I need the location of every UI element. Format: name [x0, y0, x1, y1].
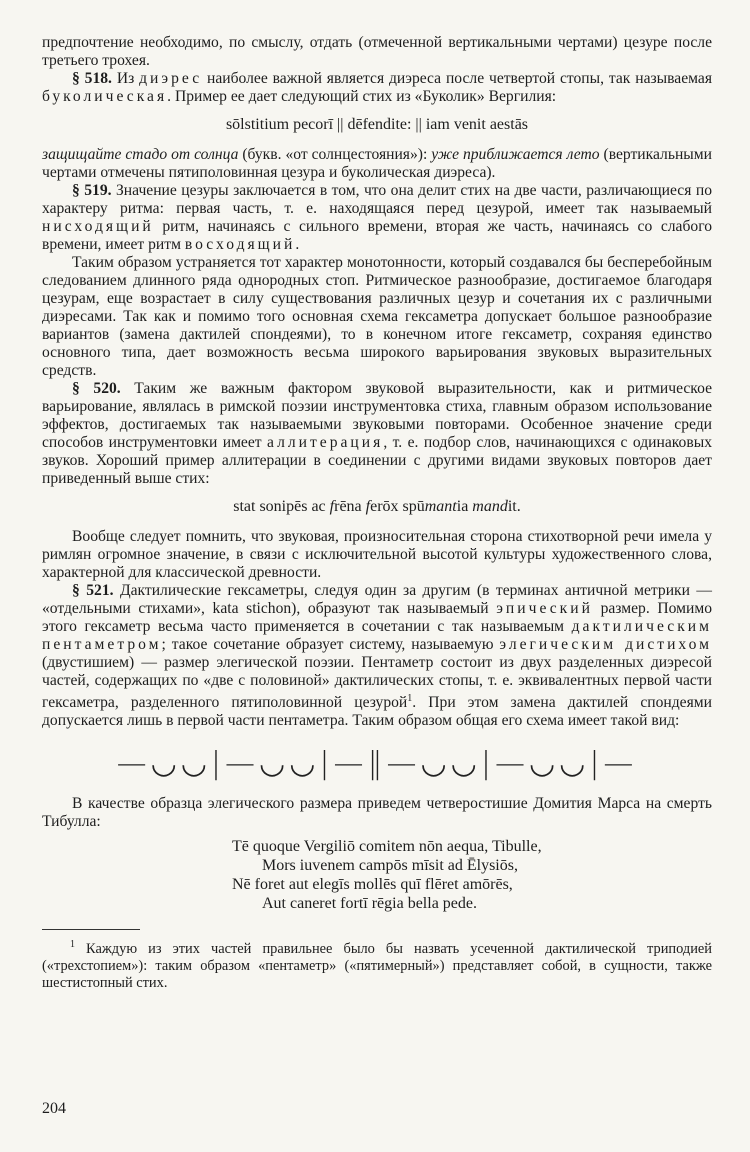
latin-verse-2 [42, 498, 712, 516]
translation-paragraph [42, 146, 712, 182]
italic-letter: f [329, 498, 335, 515]
text: Значение цезуры заключается в том, что она делит стих на две части, различающиеся по характеру ритма: первая часть, т. е. находящаяся перед цезурой, имеет так называемый [42, 182, 712, 217]
text: rēna [334, 498, 366, 515]
footnote-ref[interactable]: 1 [407, 693, 413, 704]
section-520 [42, 380, 712, 488]
text: . [295, 236, 300, 253]
spaced-term: дактилическим пентаметром [42, 618, 712, 653]
text: наиболее важной является диэреса после четвертой стопы, так называемая [202, 70, 712, 87]
text: Из [111, 70, 140, 87]
text: ритм, начинаясь с сильного времени, вторая же часть, начинаясь со слабого времени, имеет ритм [42, 218, 712, 253]
page-number: 204 [42, 1100, 66, 1117]
text: размер. Помимо этого гексаметр весьма часто применяется в сочетании с так называемым [42, 600, 712, 635]
spaced-term: элегическим дистихом [499, 636, 713, 653]
paragraph: Вообще следует помнить, что звуковая, произносительная сторона стихотворной речи имела у римлян огромное значение, в связи с исключительной высотой культуры художественного слова, характерной для классической древности. [42, 528, 712, 581]
verse-line: Tē quoque Vergiliō comitem nōn aequa, Tibulle, [232, 838, 542, 856]
text: (двустишием) — размер элегической поэзии. Пентаметр состоит из двух разделенных диэресой частей, содержащих по «две с половиной» дактилических стопы, т. е. эквивалентных первой части гексаметра, разделенного пятиполовинной цезурой [42, 654, 712, 712]
section-518 [42, 70, 712, 106]
italic-letters: mand [472, 498, 508, 515]
italic-translation: защищайте стадо от солнца [42, 146, 239, 163]
text: (букв. «от солнцестояния»): [238, 146, 432, 163]
text: , т. е. подбор слов, начинающихся с одинаковых звуков. Хороший пример аллитерации в соединении с другими видами звуковых повторов дает приведенный выше стих: [42, 434, 712, 487]
spaced-term: диэрес [139, 70, 203, 87]
spaced-term: нисходящий [42, 218, 154, 235]
text: (вертикальными чертами отмечены пятиполовинная цезура и буколическая диэреса). [42, 146, 712, 181]
footnote-text: Каждую из этих частей правильнее было бы назвать усеченной дактилической триподией («трехстопием»): таким образом «пентаметр» («пятимерный») представляет собой, в сущности, также шестистопный стих. [42, 940, 712, 991]
paragraph-continuation: предпочтение необходимо, по смыслу, отдать (отмеченной вертикальными чертами) цезуре после третьего трохея. [42, 34, 712, 69]
verse-line: Aut caneret fortī rēgia bella pede. [262, 895, 477, 913]
spaced-term: восходящий [184, 236, 296, 253]
text: erōx spū [370, 498, 425, 515]
elegiac-quatrain [232, 837, 712, 913]
paragraph: Таким образом устраняется тот характер монотонности, который создавался бы бесперебойным следованием длинного ряда однородных стоп. Ритмическое разнообразие, достигаемое благодаря цезурам, еще возрастает в силу существования различных цезур и сочетания их с различными диэресами. Так как и помимо того основная схема гексаметра допускает большое разнообразие вариантов (замена дактилей спондеями), то в конечном итоге гексаметр, сохраняя единство основного типа, дает возможность весьма широкого варьирования звуковых выразительных средств. [42, 254, 712, 379]
spaced-term: аллитерация [267, 434, 384, 451]
text: . Пример ее дает следующий стих из «Буколик» Вергилия: [167, 88, 557, 105]
italic-translation: уже приближается лето [431, 146, 600, 163]
footnote-mark: 1 [70, 939, 75, 951]
metrical-scheme: —◡◡|—◡◡|—‖—◡◡|—◡◡|— [116, 746, 638, 782]
text: it. [507, 498, 521, 515]
section-number: § 518. [72, 70, 112, 87]
verse-line: Nē foret aut elegīs mollēs quī flēret amōrēs, [232, 876, 513, 894]
italic-letters: mant [424, 498, 457, 515]
text: Дактилические гексаметры, следуя один за другим (в терминах античной метрики — «отдельными стихами», kata stichon), образуют так называемый [42, 582, 712, 617]
spaced-term: эпический [496, 600, 593, 617]
section-number: § 521. [72, 582, 114, 599]
section-519 [42, 182, 712, 254]
text: . При этом замена дактилей спондеями допускается лишь в первой части пентаметра. Таким образом общая его схема имеет такой вид: [42, 694, 712, 730]
text: ; такое сочетание образует систему, называемую [161, 636, 500, 653]
paragraph: В качестве образца элегического размера приведем четверостишие Домития Марса на смерть Тибулла: [42, 795, 712, 831]
text: stat sonipēs ac [233, 498, 330, 515]
section-number: § 519. [72, 182, 112, 199]
latin-verse-1: sōlstitium pecorī || dēfendite: || iam venit aestās [225, 116, 529, 133]
footnote [42, 936, 712, 992]
italic-letter: f [365, 498, 371, 515]
section-number: § 520. [72, 380, 121, 397]
verse-line: Mors iuvenem campōs mīsit ad Ēlysiōs, [262, 857, 518, 875]
section-521 [42, 582, 712, 730]
footnote-divider [42, 929, 140, 930]
text: Таким же важным фактором звуковой выразительности, как и ритмическое варьирование, являлась в римской поэзии инструментовка стиха, главным образом использование эффектов, достигаемых так называемыми звуковыми повторами. Особенное значение среди способов инструментовки имеет [42, 380, 712, 451]
text: ia [456, 498, 473, 515]
spaced-term: буколическая [42, 88, 168, 105]
